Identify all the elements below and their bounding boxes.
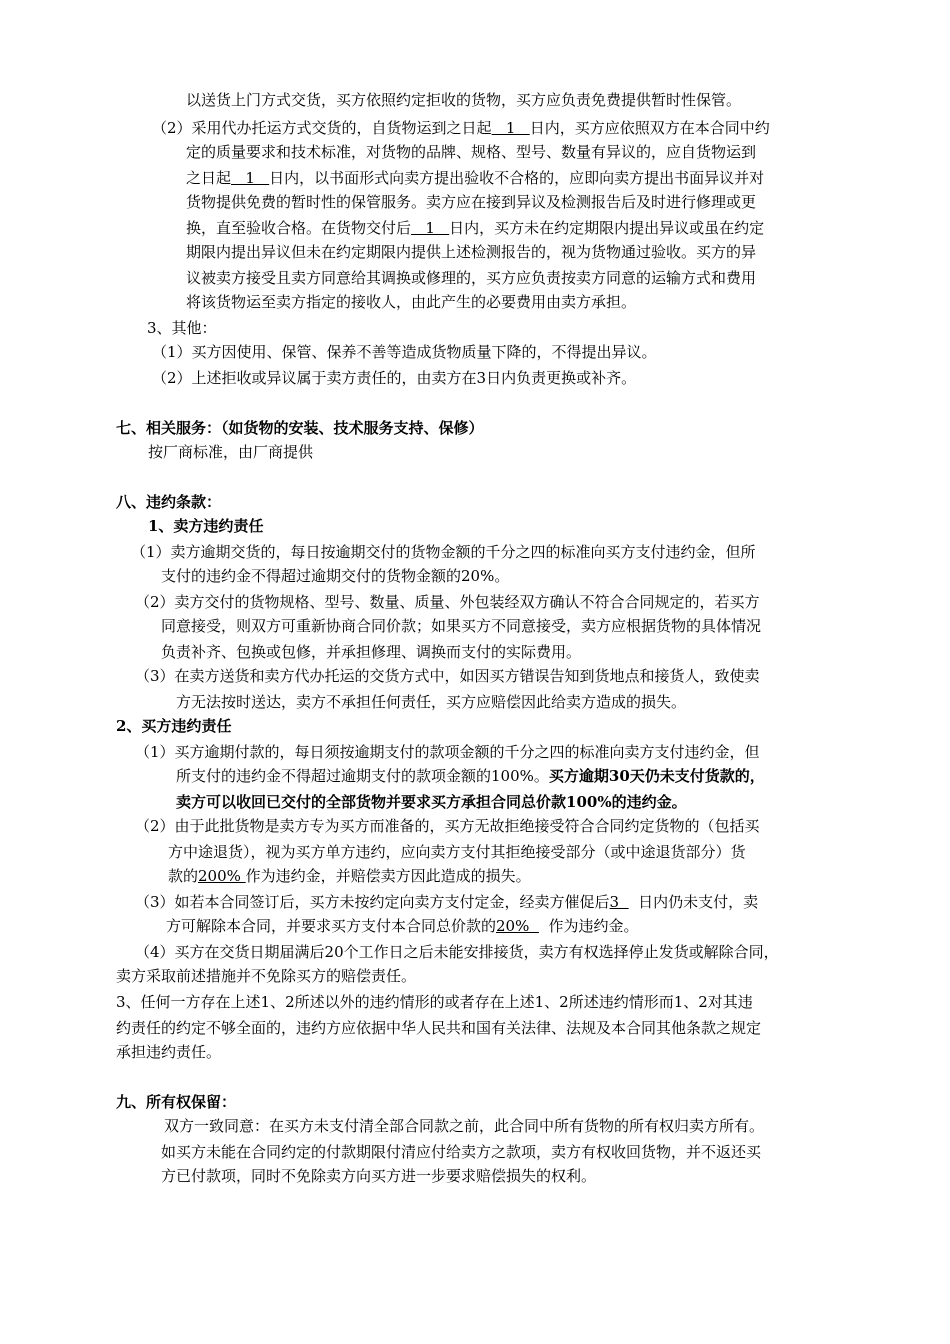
- text-segment: 以送货上门方式交货，买方依照约定拒收的货物，买方应负责免费提供暂时性保管。: [186, 91, 742, 109]
- text-segment: 同意接受，则双方可重新协商合同价款；如果买方不同意接受，卖方应根据货物的具体情况: [161, 617, 762, 635]
- text-line: [116, 491, 316, 513]
- text-segment: （1）买方因使用、保管、保养不善等造成货物质量下降的，不得提出异议。: [152, 343, 657, 361]
- text-line: [168, 841, 838, 863]
- text-line: [148, 515, 348, 537]
- text-line: [116, 1041, 236, 1063]
- text-line: [176, 791, 796, 813]
- text-line: [164, 1115, 824, 1137]
- text-line: [152, 367, 752, 389]
- text-segment: 约责任的约定不够全面的，违约方应依据中华人民共和国有关法律、法规及本合同其他条款之规定: [116, 1019, 762, 1037]
- text-line: [116, 991, 836, 1013]
- text-segment: 之日起: [186, 169, 232, 187]
- blank-value: 1: [491, 119, 530, 137]
- text-segment: 1、卖方违约责任: [148, 517, 264, 535]
- text-segment: （3）如若本合同签订后，买方未按约定向卖方支付定金，经卖方催促后: [135, 893, 610, 911]
- text-line: [161, 1141, 831, 1163]
- text-line: [135, 815, 835, 837]
- text-segment: （2）上述拒收或异议属于卖方责任的，由卖方在3日内负责更换或补齐。: [152, 369, 637, 387]
- text-line: [186, 241, 841, 263]
- text-segment: 八、违约条款：: [116, 493, 222, 511]
- blank-value: 1: [231, 169, 270, 187]
- text-line: [161, 641, 681, 663]
- text-line: [135, 591, 835, 613]
- text-segment: 九、所有权保留：: [116, 1093, 237, 1111]
- text-line: [186, 89, 841, 111]
- text-segment: 方无法按时送达，卖方不承担任何责任，买方应赔偿因此给卖方造成的损失。: [176, 693, 687, 711]
- text-segment: 议被卖方接受且卖方同意给其调换或修理的，买方应负责按卖方同意的运输方式和费用: [186, 269, 757, 287]
- blank-value: 3: [609, 893, 629, 911]
- text-line: [116, 1017, 836, 1039]
- text-line: [161, 615, 831, 637]
- text-segment: 换，直至验收合格。在货物交付后: [186, 219, 412, 237]
- blank-value: 1: [411, 219, 450, 237]
- text-segment: 款的: [168, 867, 199, 885]
- text-segment: 定的质量要求和技术标准，对货物的品牌、规格、型号、数量有异议的，应自货物运到: [186, 143, 757, 161]
- text-segment: （2）采用代办托运方式交货的，自货物运到之日起: [152, 119, 492, 137]
- text-segment: （3）在卖方送货和卖方代办托运的交货方式中，如因买方错误告知到货地点和接货人，致使卖: [135, 667, 760, 685]
- text-segment: 所支付的违约金不得超过逾期支付的款项金额的100%。: [176, 767, 549, 785]
- text-line: [152, 117, 842, 139]
- text-line: [186, 217, 841, 239]
- text-segment: 3、其他：: [147, 319, 217, 337]
- text-line: [152, 341, 752, 363]
- text-segment: 按厂商标准，由厂商提供: [148, 443, 314, 461]
- text-line: [186, 267, 841, 289]
- text-line: [161, 565, 541, 587]
- text-segment: 七、相关服务：（如货物的安装、技术服务支持、保修）: [116, 419, 484, 437]
- text-line: [186, 291, 786, 313]
- text-segment: 期限内提出异议但未在约定期限内提供上述检测报告的，视为货物通过验收。买方的异: [186, 243, 757, 261]
- text-line: [147, 317, 247, 339]
- text-segment: 负责补齐、包换或包修，并承担修理、调换而支付的实际费用。: [161, 643, 582, 661]
- text-segment: 2、买方违约责任: [116, 717, 232, 735]
- text-segment: 将该货物运至卖方指定的接收人，由此产生的必要费用由卖方承担。: [186, 293, 637, 311]
- text-line: [116, 1091, 296, 1113]
- text-segment: 方已付款项，同时不免除卖方向买方进一步要求赔偿损失的权利。: [161, 1167, 597, 1185]
- text-segment: 日内，以书面形式向卖方提出验收不合格的，应即向卖方提出书面异议并对: [269, 169, 765, 187]
- text-segment: （1）卖方逾期交货的，每日按逾期交付的货物金额的千分之四的标准向买方支付违约金，但所: [131, 543, 756, 561]
- text-segment: 如买方未能在合同约定的付款期限付清应付给卖方之款项，卖方有权收回货物，并不返还买: [161, 1143, 762, 1161]
- text-line: [176, 765, 836, 787]
- text-segment: 作为违约金。: [538, 917, 639, 935]
- text-line: [168, 865, 638, 887]
- text-segment: （2）由于此批货物是卖方专为买方而准备的，买方无故拒绝接受符合合同约定货物的（包括买: [135, 817, 760, 835]
- text-line: [135, 665, 835, 687]
- text-line: [135, 891, 835, 913]
- text-segment: （4）买方在交货日期届满后20个工作日之后未能安排接货，卖方有权选择停止发货或解除合同，: [135, 943, 779, 961]
- text-line: [116, 417, 676, 439]
- text-segment: 日内仍未支付，卖: [628, 893, 759, 911]
- text-line: [148, 441, 448, 463]
- text-segment: 双方一致同意：在买方未支付清全部合同款之前，此合同中所有货物的所有权归卖方所有。: [164, 1117, 765, 1135]
- text-segment: 方可解除本合同，并要求买方支付本合同总价款的: [166, 917, 497, 935]
- text-segment: 卖方可以收回已交付的全部货物并要求买方承担合同总价款100%的违约金。: [176, 793, 687, 811]
- text-segment: 货物提供免费的暂时性的保管服务。卖方应在接到异议及检测报告后及时进行修理或更: [186, 193, 757, 211]
- text-segment: 日内，买方未在约定期限内提出异议或虽在约定: [449, 219, 765, 237]
- text-segment: 支付的违约金不得超过逾期交付的货物金额的20%。: [161, 567, 510, 585]
- text-segment: 作为违约金，并赔偿卖方因此造成的损失。: [245, 867, 531, 885]
- text-line: [176, 691, 736, 713]
- text-line: [135, 741, 835, 763]
- text-segment: （2）卖方交付的货物规格、型号、数量、质量、外包装经双方确认不符合合同规定的，若买方: [135, 593, 760, 611]
- text-line: [166, 915, 686, 937]
- text-line: [131, 541, 836, 563]
- blank-value: 20%: [496, 917, 539, 935]
- text-segment: 日内，买方应依照双方在本合同中约: [529, 119, 770, 137]
- text-line: [186, 167, 841, 189]
- text-line: [186, 141, 841, 163]
- text-line: [135, 941, 845, 963]
- blank-value: 200%: [198, 867, 246, 885]
- text-segment: （1）买方逾期付款的，每日须按逾期支付的款项金额的千分之四的标准向卖方支付违约金，但: [135, 743, 760, 761]
- text-segment: 买方逾期30天仍未支付货款的，: [548, 767, 765, 785]
- text-segment: 方中途退货），视为买方单方违约，应向卖方支付其拒绝接受部分（或中途退货部分）货: [168, 843, 746, 861]
- text-segment: 3、任何一方存在上述1、2所述以外的违约情形的或者存在上述1、2所述违约情形而1、2对其违: [116, 993, 753, 1011]
- text-line: [161, 1165, 671, 1187]
- text-line: [116, 715, 316, 737]
- text-line: [186, 191, 841, 213]
- text-segment: 承担违约责任。: [116, 1043, 222, 1061]
- text-segment: 卖方采取前述措施并不免除买方的赔偿责任。: [116, 967, 417, 985]
- text-line: [116, 965, 476, 987]
